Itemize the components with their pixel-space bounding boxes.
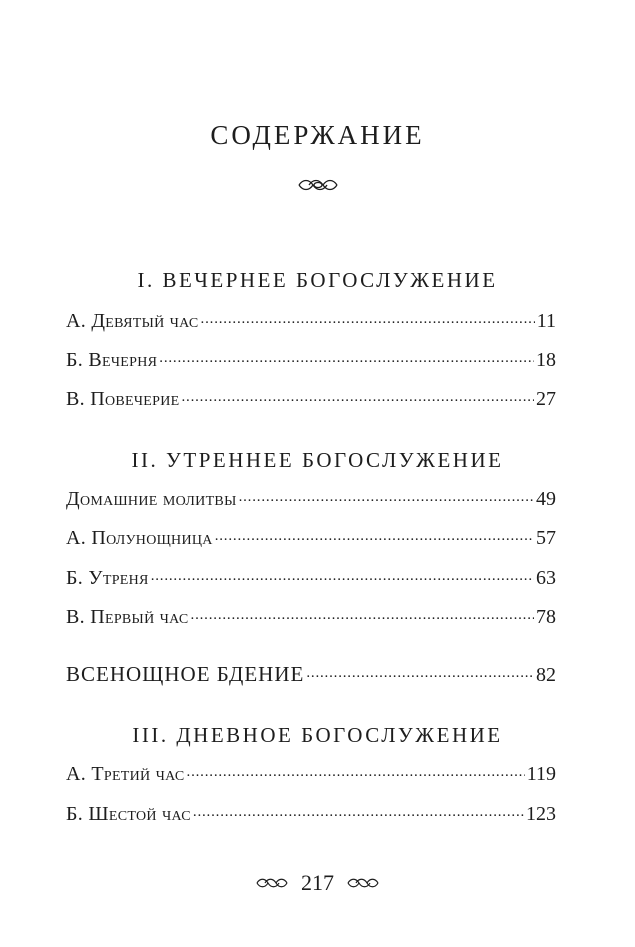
page-footer <box>0 870 635 896</box>
dot-leader <box>181 391 534 405</box>
toc-entry[interactable] <box>66 527 556 553</box>
dot-leader <box>215 530 534 544</box>
dot-leader <box>306 667 534 681</box>
toc-entry[interactable] <box>66 763 556 789</box>
dot-leader <box>201 313 535 327</box>
dot-leader <box>159 352 534 366</box>
dot-leader <box>239 491 534 505</box>
toc-entry-label: Б. Шестой час <box>66 803 191 825</box>
toc-entry-page: 119 <box>526 763 556 785</box>
toc-entry-label: В. Первый час <box>66 606 189 628</box>
section-heading-3: III. ДНЕВНОЕ БОГОСЛУЖЕНИЕ <box>132 723 503 747</box>
section-heading-1: I. ВЕЧЕРНЕЕ БОГОСЛУЖЕНИЕ <box>137 268 498 292</box>
page-title: СОДЕРЖАНИЕ <box>210 120 425 150</box>
toc-entry[interactable] <box>66 567 556 593</box>
toc-entry-label: Б. Вечерня <box>66 349 158 371</box>
toc-entry-page: 49 <box>536 488 556 510</box>
toc-entry[interactable] <box>66 488 556 514</box>
toc-entry-page: 63 <box>536 567 556 589</box>
dot-leader <box>151 570 534 584</box>
page-number: 217 <box>301 870 334 895</box>
section-heading-2: II. УТРЕННЕЕ БОГОСЛУЖЕНИЕ <box>131 448 504 472</box>
knot-ornament-left-icon <box>255 877 289 889</box>
toc-entry-page: 11 <box>536 310 556 332</box>
toc-entry-label: В. Повечерие <box>66 388 180 410</box>
toc-entry-page: 27 <box>536 388 556 410</box>
toc-entry-page: 123 <box>526 803 556 825</box>
toc-entry[interactable] <box>66 803 556 829</box>
toc-entry[interactable] <box>66 606 556 632</box>
toc-entry[interactable] <box>66 388 556 414</box>
toc-entry-label: ВСЕНОЩНОЕ БДЕНИЕ <box>66 662 305 686</box>
toc-entry-page: 78 <box>536 606 556 628</box>
toc-entry-page: 82 <box>536 664 556 686</box>
knot-ornament-icon <box>0 178 635 192</box>
toc-entry[interactable] <box>66 310 556 336</box>
dot-leader <box>191 609 534 623</box>
toc-entry-label: Б. Утреня <box>66 567 149 589</box>
toc-entry[interactable] <box>66 349 556 375</box>
dot-leader <box>187 766 525 780</box>
toc-entry-page: 18 <box>536 349 556 371</box>
dot-leader <box>193 806 524 820</box>
toc-entry-page: 57 <box>536 527 556 549</box>
toc-entry-label: А. Полунощница <box>66 527 213 549</box>
toc-entry[interactable] <box>66 662 556 688</box>
knot-ornament-right-icon <box>346 877 380 889</box>
toc-entry-label: А. Девятый час <box>66 310 199 332</box>
toc-entry-label: А. Третий час <box>66 763 185 785</box>
toc-entry-label: Домашние молитвы <box>66 488 237 510</box>
